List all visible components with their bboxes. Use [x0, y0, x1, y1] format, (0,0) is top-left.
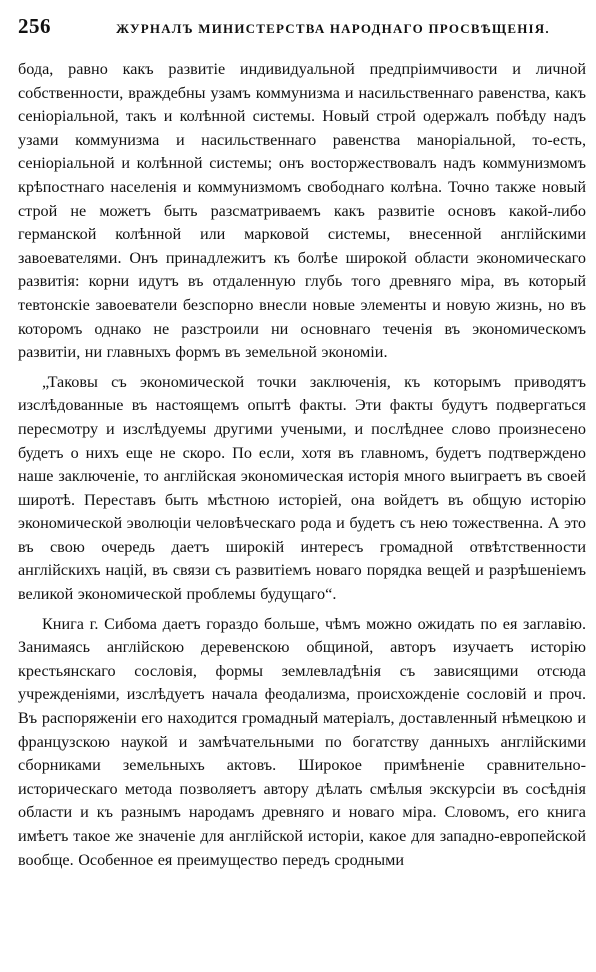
paragraph-quote: „Таковы съ экономической точки заключенія, къ которымъ приводятъ изслѣдованные въ настоящемъ опытѣ факты. Эти факты будутъ подвергаться пересмотру и изслѣдуемы другими учеными, и послѣднее слово произнесено будетъ о нихъ еще не скоро. По если, хотя въ главномъ, будетъ подтверждено наше заключеніе, то англійская экономическая исторія много выиграетъ въ своей широтѣ. Переставъ быть мѣстною исторіей, она войдетъ въ общую исторію экономической эволюціи человѣческаго рода и будетъ съ нею тожественна. А это въ свою очередь даетъ широкій интересъ громадной отвѣтственности англійскихъ націй, въ связи съ развитіемъ новаго порядка вещей и разрѣшеніемъ великой экономической проблемы будущаго“.: [18, 372, 586, 604]
paragraph-continuation: бода, равно какъ развитіе индивидуальной предпріимчивости и личной собственности, враждебны узамъ коммунизма и насильственнаго равенства, какъ сеніоріальной, такъ и колѣнной системы. Новый строй одержалъ побѣду надъ узами коммунизма и насильственнаго равенства маноріальной, то-есть, сеніоріальной и колѣнной системы; онъ восторжествовалъ надъ коммунизмомъ крѣпостнаго населенія и коммунизмомъ свободнаго колѣна. Точно также новый строй не можетъ быть разсматриваемъ какъ развитіе основъ какой-либо германской колѣнной или марковой системы, внесенной англійскими завоевателями. Онъ принадлежитъ къ болѣе широкой области экономическаго развитія: корни идутъ въ отдаленную глубь того древняго міра, въ который тевтонскіе завоеватели безспорно внесли новые элементы и новую жизнь, но въ которомъ однако не разстроили ни основнаго теченія въ экономическомъ развитіи, ни главныхъ формъ въ земельной экономіи.: [18, 60, 586, 362]
running-title: ЖУРНАЛЪ МИНИСТЕРСТВА НАРОДНАГО ПРОСВѢЩЕНІЯ.: [116, 21, 550, 36]
body-text: [18, 58, 586, 872]
page-number: 256: [18, 14, 51, 38]
paragraph-review: Книга г. Сибома даетъ гораздо больше, чѣмъ можно ожидать по ея заглавію. Занимаясь англійскою деревенскою общиной, авторъ изучаетъ исторію крестьянскаго сословія, формы землевладѣнія съ зависящими отсюда учрежденіями, изслѣдуетъ начала феодализма, происхожденіе сословій и проч. Въ распоряженіи его находится громадный матеріалъ, доставленный нѣмецкою и французскою наукой и замѣчательными по богатству данныхъ англійскими сборниками земельныхъ актовъ. Широкое примѣненіе сравнительно-историческаго метода позволяетъ автору дѣлать смѣлыя экскурсіи въ сосѣднія области и къ разнымъ народамъ древняго и новаго міра. Словомъ, его книга имѣетъ такое же значеніе для англійской исторіи, какое для западно-европейской вообще. Особенное ея преимущество передъ сродными: [18, 614, 586, 869]
page-header: [18, 14, 586, 44]
